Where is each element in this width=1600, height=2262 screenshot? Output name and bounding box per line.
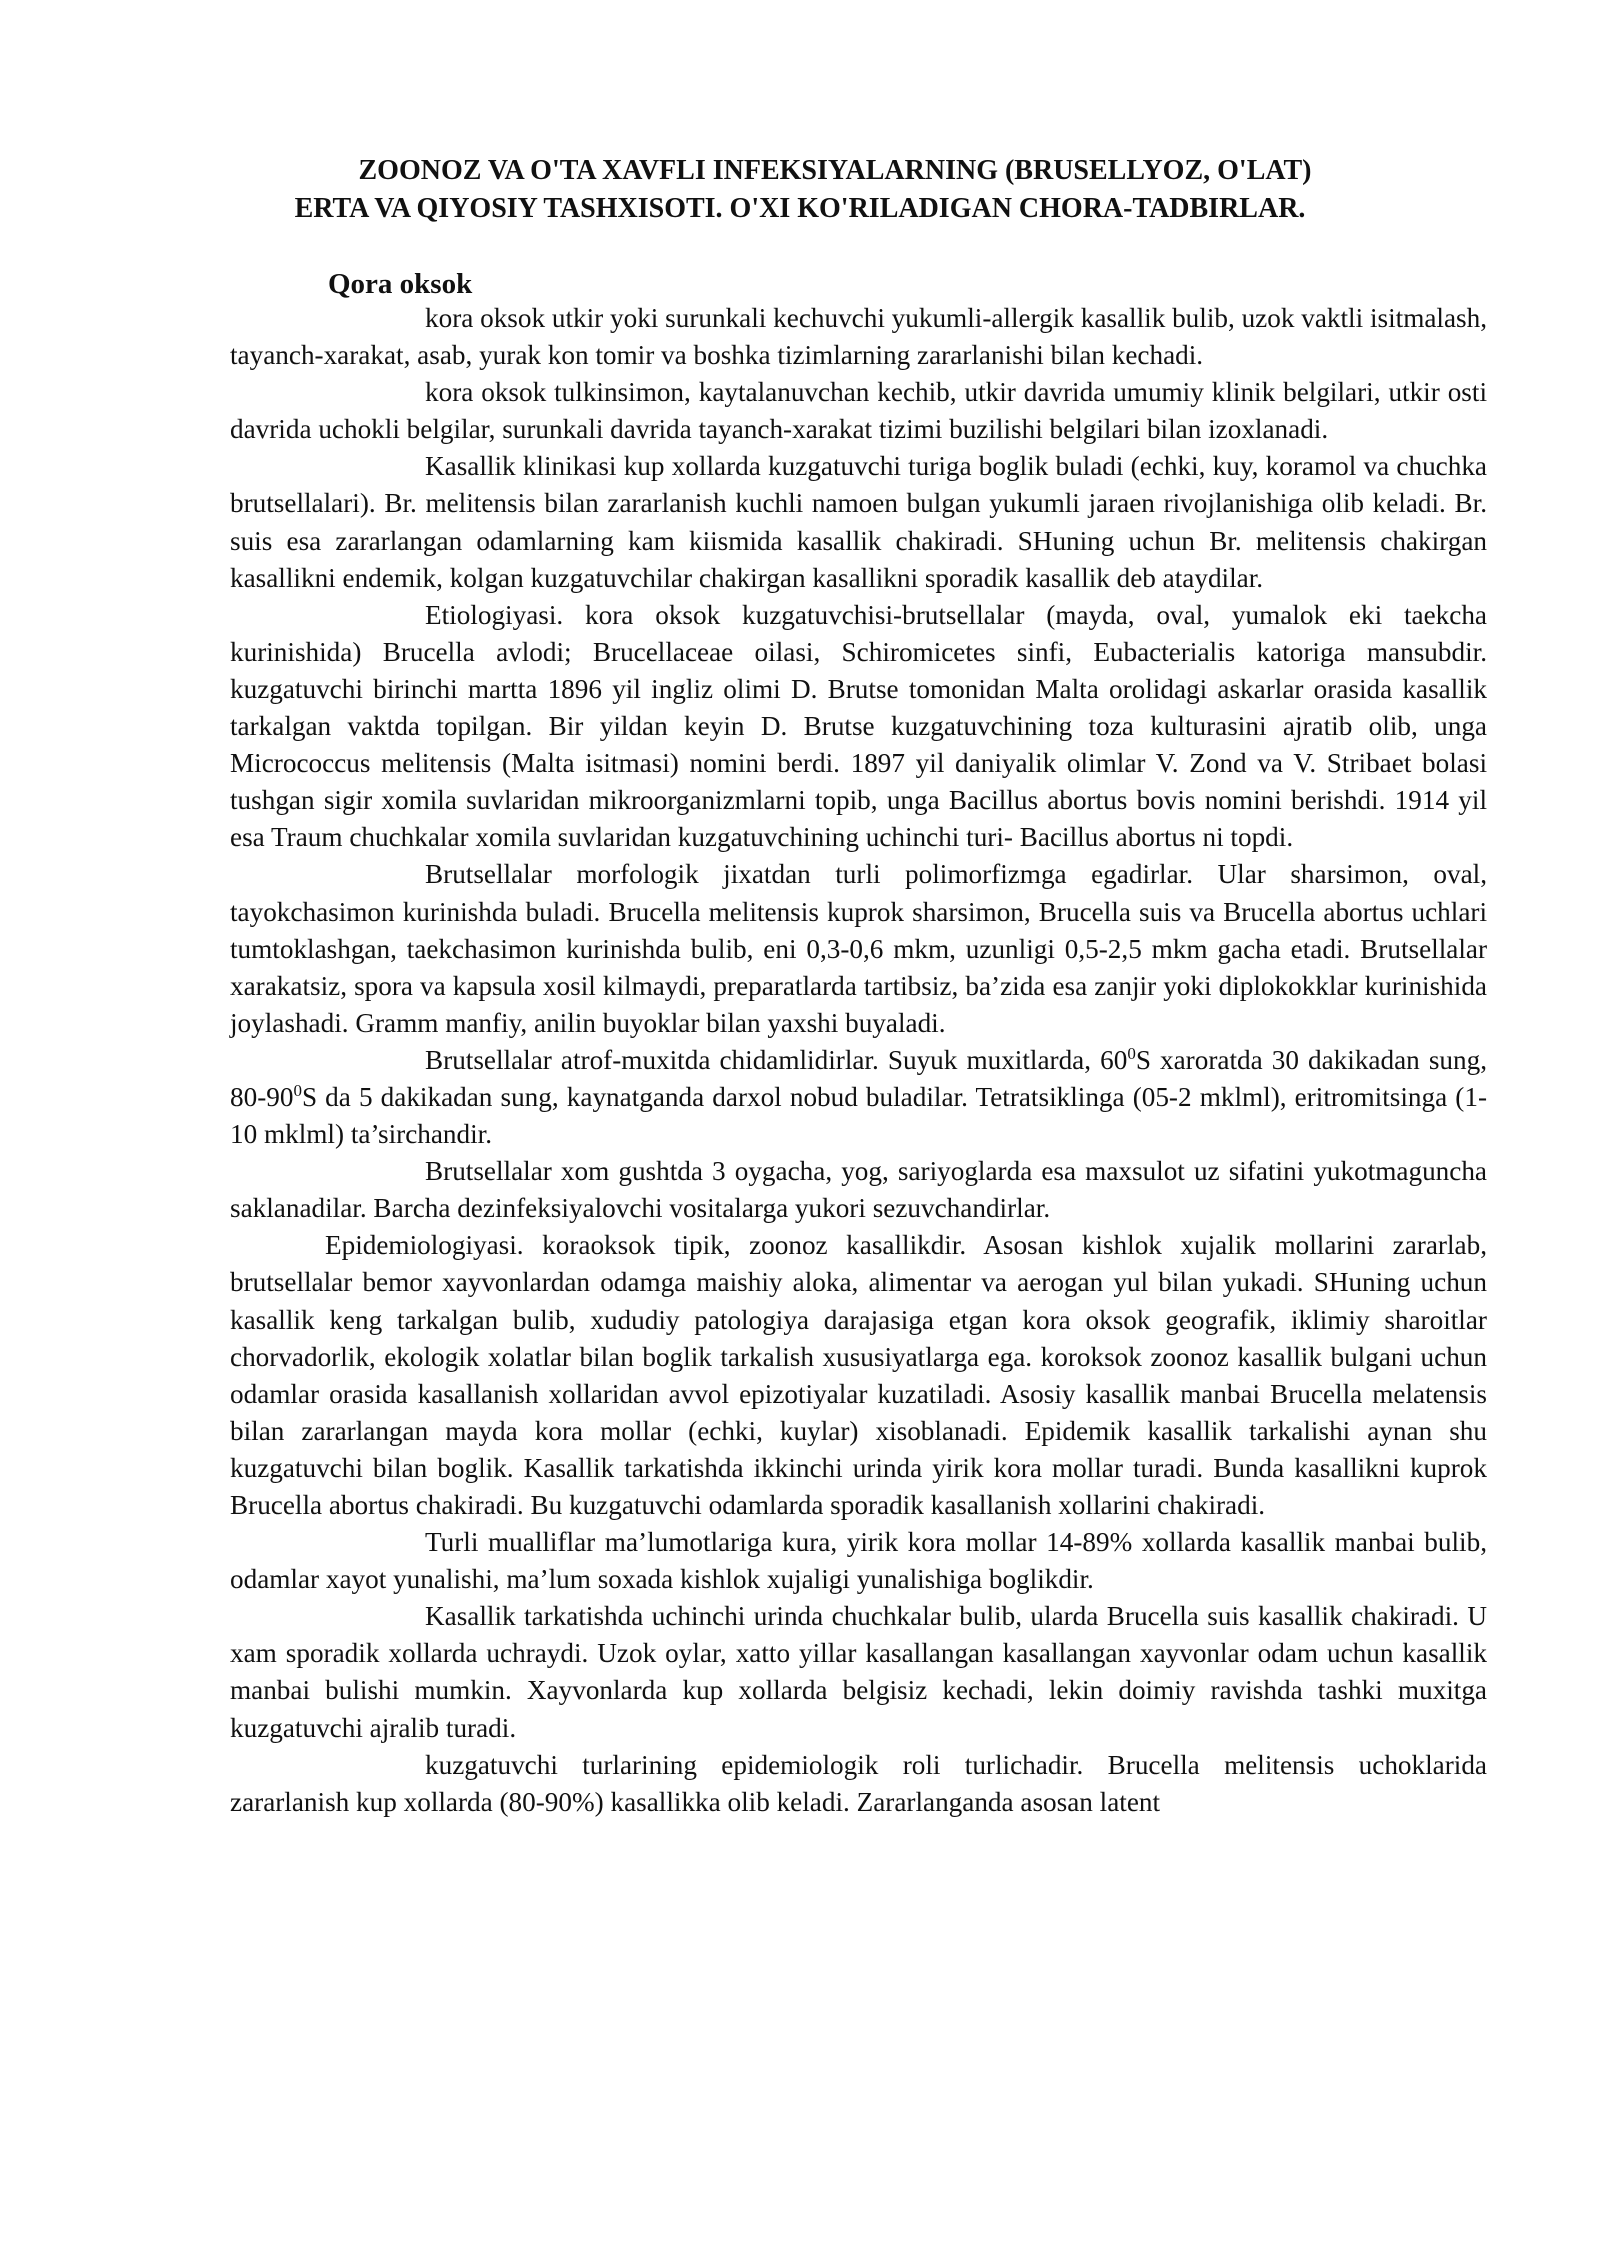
- paragraph-species-role: kuzgatuvchi turlarining epidemiologik roli turlichadir. Brucella melitensis uchoklarida zararlanish kup xollarda (80-90%) kasallikka olib keladi. Zararlanganda asosan latent: [230, 1749, 1487, 1817]
- paragraph-etiology: Etiologiyasi. kora oksok kuzgatuvchisi-brutsellalar (mayda, oval, yumalok eki taekcha kurinishida) Brucella avlodi; Brucellaceae oilasi, Schiromicetes sinfi, Eubacterialis katoriga mansubdir. kuzgatuvchi birinchi martta 1896 yil ingliz olimi D. Brutse tomonidan Malta orolidagi askarlar orasida kasallik tarkalgan vaktda topilgan. Bir yildan keyin D. Brutse kuzgatuvchining toza kulturasini ajratib olib, unga Micrococcus melitensis (Malta isitmasi) nomini berdi. 1897 yil daniyalik olimlar V. Zond va V. Stribaet bolasi tushgan sigir xomila suvlaridan mikroorganizmlarni topib, unga Bacillus abortus bovis nomini berishdi. 1914 yil esa Traum chuchkalar xomila suvlaridan kuzgatuvchining uchinchi turi- Bacillus abortus ni topdi.: [230, 599, 1487, 853]
- paragraph-epidemiology: Epidemiologiyasi. koraoksok tipik, zoonoz kasallikdir. Asosan kishlok xujalik mollarini zararlab, brutsellalar bemor xayvonlardan odamga maishiy aloka, alimentar va aerogan yul bilan yukadi. SHuning uchun kasallik keng tarkalgan bulib, xududiy patologiya darajasiga etgan kora oksok geografik, iklimiy sharoitlar chorvadorlik, ekologik xolatlar bilan boglik tarkalish xususiyatlarga ega. koroksok zoonoz kasallik bulgani uchun odamlar orasida kasallanish xollaridan avvol epizotiyalar kuzatiladi. Asosiy kasallik manbai Brucella melatensis bilan zararlangan mayda kora mollar (echki, kuylar) xisoblanadi. Epidemik kasallik tarkalishi aynan shu kuzgatuvchi bilan boglik. Kasallik tarkatishda ikkinchi urinda yirik kora mollar turadi. Bunda kasallikni kuprok Brucella abortus chakiradi. Bu kuzgatuvchi odamlarda sporadik kasallanish xollarini chakiradi.: [230, 1230, 1487, 1520]
- title-line-2: ERTA VA QIYOSIY TASHXISOTI. O'XI KO'RILADIGAN CHORA-TADBIRLAR.: [294, 193, 1306, 224]
- document-title: [0, 152, 1600, 228]
- paragraph-definition: kora oksok utkir yoki surunkali kechuvchi yukumli-allergik kasallik bulib, uzok vaktli isitmalash, tayanch-xarakat, asab, yurak kon tomir va boshka tizimlarning zararlanishi bilan kechadi.: [230, 303, 1487, 371]
- degree-superscript: 0: [1127, 1043, 1136, 1063]
- title-line-1: ZOONOZ VA O'TA XAVFLI INFEKSIYALARNING (BRUSELLYOZ, O'LAT): [358, 155, 1312, 186]
- degree-superscript: 0: [293, 1080, 302, 1100]
- resistance-text-2: S xaroratda 30 dakikadan sung, 80-90: [230, 1044, 1487, 1112]
- paragraph-pigs: Kasallik tarkatishda uchinchi urinda chuchkalar bulib, ularda Brucella suis kasallik chakiradi. U xam sporadik xollarda uchraydi. Uzok oylar, xatto yillar kasallangan kasallangan xayvonlar odam uchun kasallik manbai bulishi mumkin. Xayvonlarda kup xollarda belgisiz kechadi, lekin doimiy ravishda tashki muxitga kuzgatuvchi ajralib turadi.: [230, 1601, 1487, 1743]
- paragraph-survival: Brutsellalar xom gushtda 3 oygacha, yog, sariyoglarda esa maxsulot uz sifatini yukotmaguncha saklanadilar. Barcha dezinfeksiyalovchi vositalarga yukori sezuvchandirlar.: [230, 1156, 1487, 1224]
- paragraph-sources: Turli mualliflar ma’lumotlariga kura, yirik kora mollar 14-89% xollarda kasallik manbai bulib, odamlar xayot yunalishi, ma’lum soxada kishlok xujaligi yunalishiga boglikdir.: [230, 1527, 1487, 1595]
- paragraph-resistance: [230, 1042, 1487, 1153]
- resistance-text-3: S da 5 dakikadan sung, kaynatganda darxol nobud buladilar. Tetratsiklinga (05-2 mklml), eritromitsinga (1-10 mklml) ta’sirchandir.: [230, 1081, 1487, 1150]
- resistance-text-1: Brutsellalar atrof-muxitda chidamlidirlar. Suyuk muxitlarda, 60: [425, 1044, 1128, 1075]
- document-body: [230, 300, 1487, 1821]
- paragraph-clinic: Kasallik klinikasi kup xollarda kuzgatuvchi turiga boglik buladi (echki, kuy, koramol va chuchka brutsellalari). Br. melitensis bilan zararlanish kuchli namoen bulgan yukumli jaraen rivojlanishiga olib keladi. Br. suis esa zararlangan odamlarning kam kiismida kasallik chakiradi. SHuning uchun Br. melitensis chakirgan kasallikni endemik, kolgan kuzgatuvchilar chakirgan kasallikni sporadik kasallik deb ataydilar.: [230, 451, 1487, 593]
- paragraph-course: kora oksok tulkinsimon, kaytalanuvchan kechib, utkir davrida umumiy klinik belgilari, utkir osti davrida uchokli belgilar, surunkali davrida tayanch-xarakat tizimi buzilishi belgilari bilan izoxlanadi.: [230, 377, 1487, 445]
- section-heading: Qora oksok: [328, 268, 473, 300]
- paragraph-morphology: Brutsellalar morfologik jixatdan turli polimorfizmga egadirlar. Ular sharsimon, oval, tayokchasimon kurinishda buladi. Brucella melitensis kuprok sharsimon, Brucella suis va Brucella abortus uchlari tumtoklashgan, taekchasimon kurinishda bulib, eni 0,3-0,6 mkm, uzunligi 0,5-2,5 mkm gacha etadi. Brutsellalar xarakatsiz, spora va kapsula xosil kilmaydi, preparatlarda tartibsiz, ba’zida esa zanjir yoki diplokokklar kurinishida joylashadi. Gramm manfiy, anilin buyoklar bilan yaxshi buyaladi.: [230, 859, 1487, 1038]
